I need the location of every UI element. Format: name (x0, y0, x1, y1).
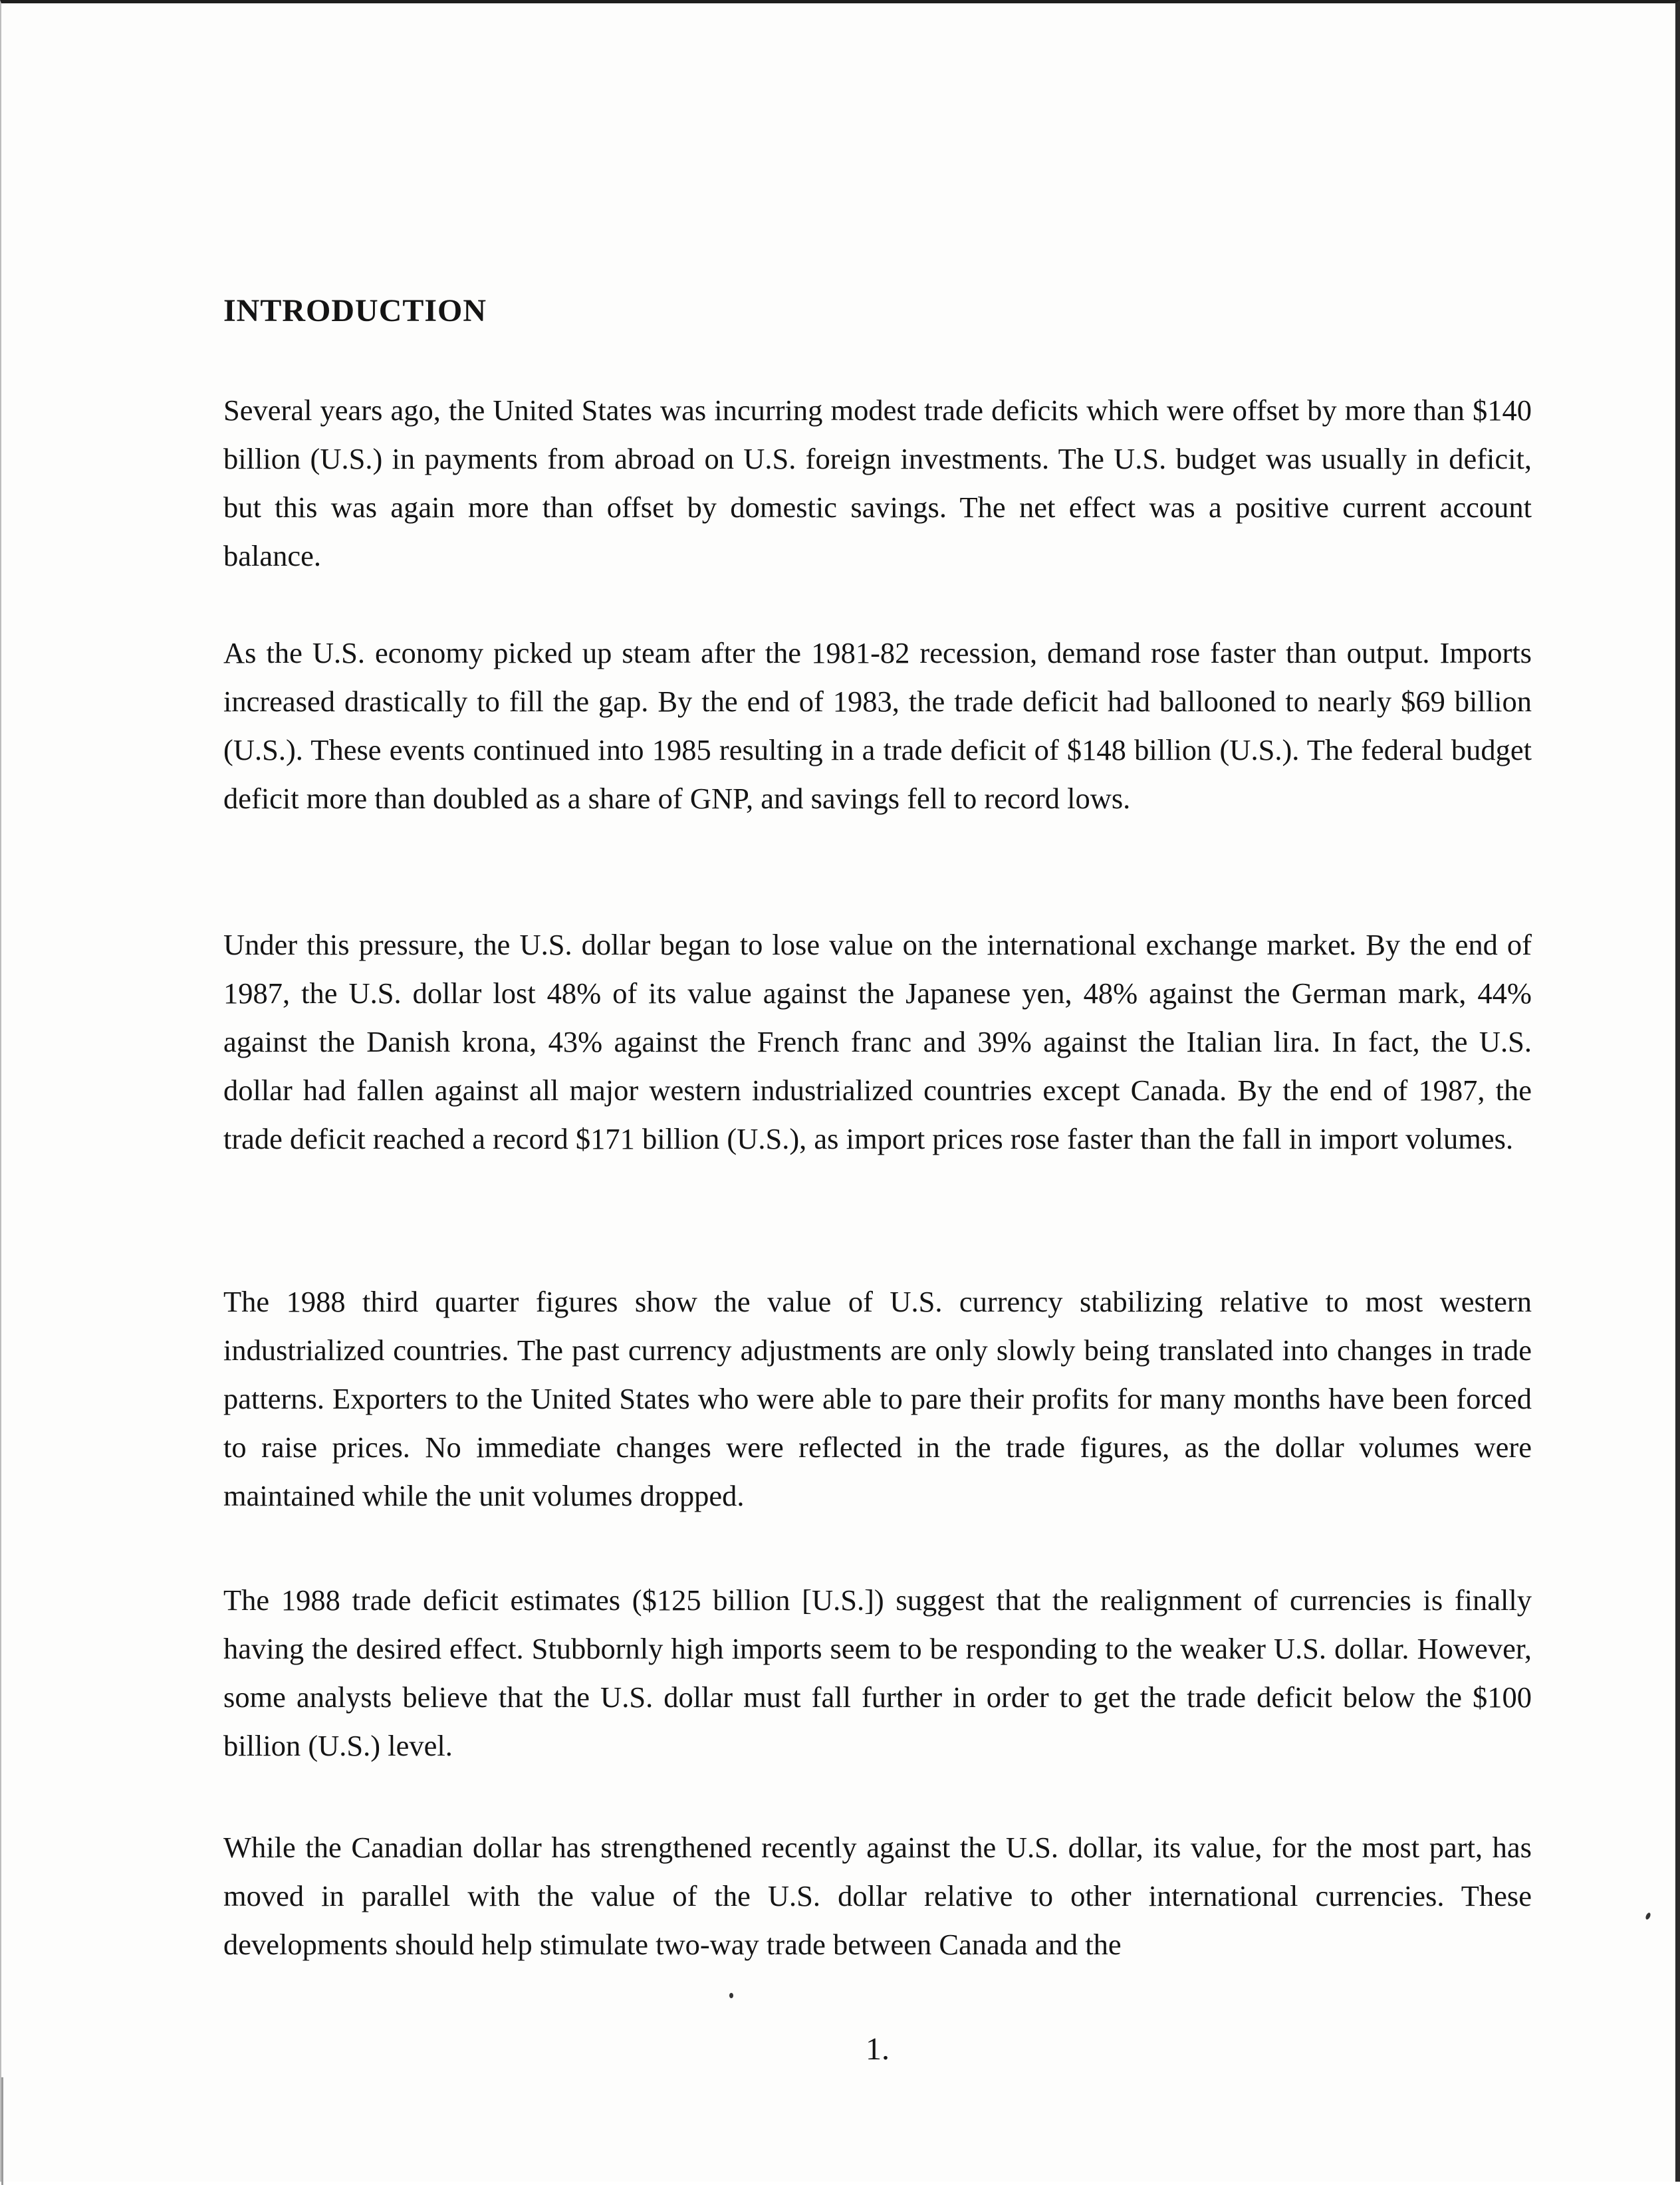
section-heading: INTRODUCTION (223, 293, 487, 328)
paragraph-1: Several years ago, the United States was incurring modest trade deficits which were offset by more than $140 billion (U.S.) in payments from abroad on U.S. foreign investments. The U.S. budget was usually in deficit, but this was again more than offset by domestic savings. The net effect was a positive current account balance. (223, 394, 1532, 572)
paragraph-3: Under this pressure, the U.S. dollar began to lose value on the international exchange market. By the end of 1987, the U.S. dollar lost 48% of its value against the Japanese yen, 48% against the German mark, 44% against the Danish krona, 43% against the French franc and 39% against the Italian lira. In fact, the U.S. dollar had fallen against all major western industrialized countries except Canada. By the end of 1987, the trade deficit reached a record $171 billion (U.S.), as import prices rose faster than the fall in import volumes. (223, 928, 1532, 1155)
paragraph-6: While the Canadian dollar has strengthened recently against the U.S. dollar, its value, for the most part, has moved in parallel with the value of the U.S. dollar relative to other international currencies. These developments should help stimulate two-way trade between Canada and the (223, 1831, 1532, 1961)
paragraph-5: The 1988 trade deficit estimates ($125 billion [U.S.]) suggest that the realignment of currencies is finally having the desired effect. Stubbornly high imports seem to be responding to the weaker U.S. dollar. However, some analysts believe that the U.S. dollar must fall further in order to get the trade deficit below the $100 billion (U.S.) level. (223, 1583, 1532, 1762)
scan-speck (729, 1993, 733, 1998)
page-number: 1. (866, 2031, 890, 2067)
scan-speck (1645, 1912, 1651, 1920)
paragraph-2: As the U.S. economy picked up steam after the 1981-82 recession, demand rose faster than output. Imports increased drastically to fill the gap. By the end of 1983, the trade deficit had ballooned to nearly $69 billion (U.S.). These events continued into 1985 resulting in a trade deficit of $148 billion (U.S.). The federal budget deficit more than doubled as a share of GNP, and savings fell to record lows. (223, 636, 1532, 815)
scan-edge-line (1, 2077, 3, 2185)
paragraph-4: The 1988 third quarter figures show the value of U.S. currency stabilizing relative to most western industrialized countries. The past currency adjustments are only slowly being translated into changes in trade patterns. Exporters to the United States who were able to pare their profits for many months have been forced to raise prices. No immediate changes were reflected in the trade figures, as the dollar volumes were maintained while the unit volumes dropped. (223, 1285, 1532, 1512)
